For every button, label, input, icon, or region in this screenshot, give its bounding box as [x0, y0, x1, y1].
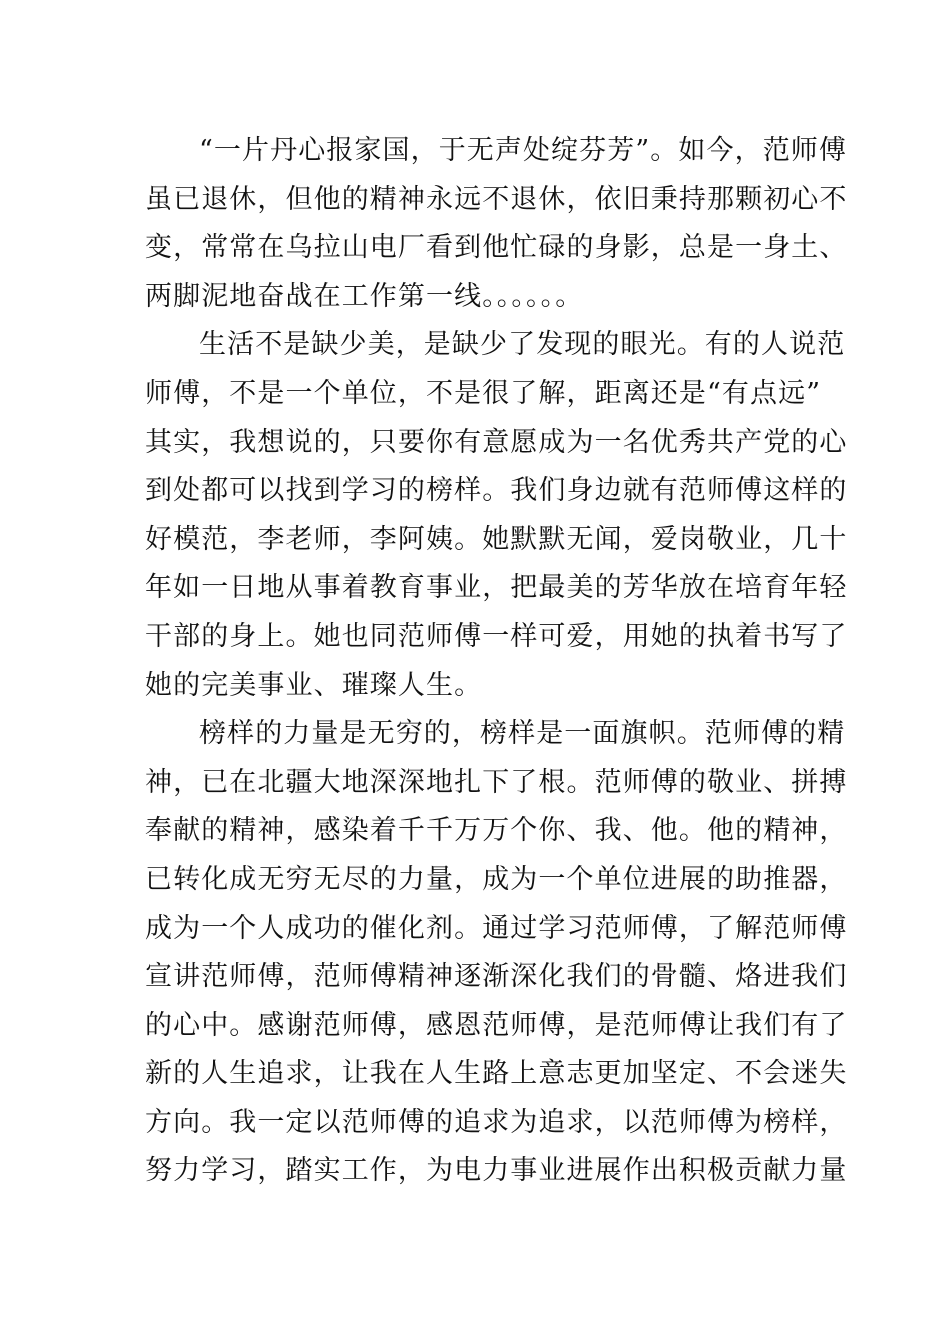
paragraph-3-line-7: 的心中。感谢范师傅，感恩范师傅，是范师傅让我们有了: [145, 1009, 848, 1041]
paragraph-2-line-4: 到处都可以找到学习的榜样。我们身边就有范师傅这样的: [145, 475, 848, 507]
paragraph-3-line-4: 已转化成无穷无尽的力量，成为一个单位进展的助推器，: [145, 863, 848, 895]
paragraph-2-line-1: 生活不是缺少美，是缺少了发现的眼光。有的人说范: [199, 329, 846, 361]
paragraph-3-line-9: 方向。我一定以范师傅的追求为追求，以范师傅为榜样，: [145, 1106, 848, 1138]
paragraph-3-line-10: 努力学习，踏实工作，为电力事业进展作出积极贡献力量: [145, 1155, 848, 1187]
paragraph-1-line-2: 虽已退休，但他的精神永远不退休，依旧秉持那颗初心不: [145, 183, 848, 215]
paragraph-3-line-2: 神，已在北疆大地深深地扎下了根。范师傅的敬业、拼搏: [145, 766, 848, 798]
paragraph-3-line-5: 成为一个人成功的催化剂。通过学习范师傅，了解范师傅: [145, 912, 848, 944]
paragraph-2-line-2: 师傅，不是一个单位，不是很了解，距离还是“有点远”: [145, 377, 822, 409]
body-text: [145, 127, 848, 1196]
paragraph-1-line-4: 两脚泥地奋战在工作第一线。。。。。。: [145, 280, 584, 312]
paragraph-2-line-3: 其实，我想说的，只要你有意愿成为一名优秀共产党的心: [145, 426, 848, 458]
paragraph-2-line-5: 好模范，李老师，李阿姨。她默默无闻，爱岗敬业，几十: [145, 523, 848, 555]
paragraph-2-line-6: 年如一日地从事着教育事业，把最美的芳华放在培育年轻: [145, 572, 848, 604]
paragraph-3-line-3: 奉献的精神，感染着千千万万个你、我、他。他的精神，: [145, 815, 848, 847]
paragraph-2-line-7: 干部的身上。她也同范师傅一样可爱，用她的执着书写了: [145, 620, 848, 652]
paragraph-3-line-6: 宣讲范师傅，范师傅精神逐渐深化我们的骨髓、烙进我们: [145, 961, 848, 993]
paragraph-1-line-3: 变，常常在乌拉山电厂看到他忙碌的身影，总是一身土、: [145, 232, 848, 264]
paragraph-3-line-8: 新的人生追求，让我在人生路上意志更加坚定、不会迷失: [145, 1058, 848, 1090]
paragraph-1-line-1: “一片丹心报家国，于无声处绽芬芳”。如今，范师傅: [199, 135, 848, 166]
paragraph-3-line-1: 榜样的力量是无穷的，榜样是一面旗帜。范师傅的精: [199, 718, 846, 750]
paragraph-2-line-8: 她的完美事业、璀璨人生。: [145, 669, 483, 701]
